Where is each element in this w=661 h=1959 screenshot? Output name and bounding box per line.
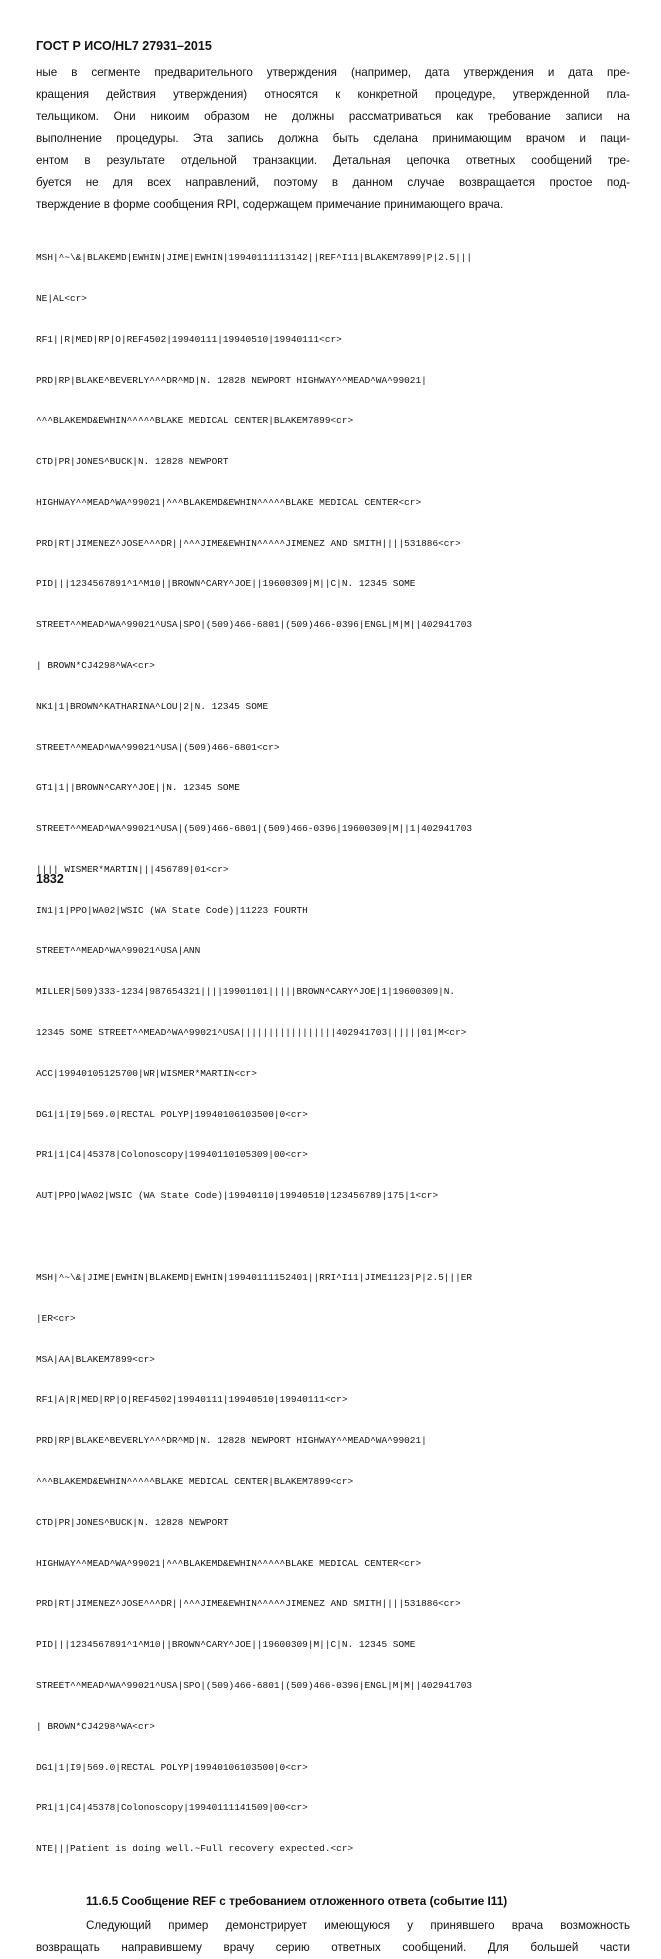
paragraph-line: тельщиком. Они никоим образом не должны рассматриваться как требование записи на (36, 110, 630, 123)
code-line: RF1||R|MED|RP|O|REF4502|19940111|19940510|19940111<cr> (36, 333, 342, 345)
code-line: PID|||1234567891^1^M10||BROWN^CARY^JOE||19600309|M||C|N. 12345 SOME (36, 1639, 416, 1651)
code-line: HIGHWAY^^MEAD^WA^99021|^^^BLAKEMD&EWHIN^^^^^BLAKE MEDICAL CENTER<cr> (36, 496, 422, 508)
code-line: STREET^^MEAD^WA^99021^USA|(509)466-6801<cr> (36, 741, 280, 753)
code-line: |ER<cr> (36, 1312, 76, 1324)
code-line: PRD|RP|BLAKE^BEVERLY^^^DR^MD|N. 12828 NEWPORT HIGHWAY^^MEAD^WA^99021| (36, 1435, 427, 1447)
code-line: PRD|RT|JIMENEZ^JOSE^^^DR||^^^JIME&EWHIN^^^^^JIMENEZ AND SMITH||||531886<cr> (36, 537, 461, 549)
code-line: |||| WISMER*MARTIN|||456789|01<cr> (36, 863, 229, 875)
code-line: DG1|1|I9|569.0|RECTAL POLYP|19940106103500|0<cr> (36, 1108, 308, 1120)
paragraph-line: ные в сегменте предварительного утверждения (например, дата утверждения и дата пре- (36, 66, 630, 79)
code-line: RF1|A|R|MED|RP|O|REF4502|19940111|19940510|19940111<cr> (36, 1394, 348, 1406)
code-line: PR1|1|C4|45378|Colonoscopy|19940110105309|00<cr> (36, 1149, 308, 1161)
code-line: GT1|1||BROWN^CARY^JOE||N. 12345 SOME (36, 782, 240, 794)
code-line: PRD|RP|BLAKE^BEVERLY^^^DR^MD|N. 12828 NEWPORT HIGHWAY^^MEAD^WA^99021| (36, 374, 427, 386)
code-line: MSA|AA|BLAKEM7899<cr> (36, 1353, 155, 1365)
code-line: STREET^^MEAD^WA^99021^USA|SPO|(509)466-6801|(509)466-0396|ENGL|M|M||402941703 (36, 1679, 473, 1691)
code-line: STREET^^MEAD^WA^99021^USA|SPO|(509)466-6801|(509)466-0396|ENGL|M|M||402941703 (36, 619, 473, 631)
page-number: 1832 (36, 872, 64, 886)
code-line: PID|||1234567891^1^M10||BROWN^CARY^JOE||19600309|M||C|N. 12345 SOME (36, 578, 416, 590)
code-line: MSH|^~\&|JIME|EWHIN|BLAKEMD|EWHIN|19940111152401||RRI^I11|JIME1123|P|2.5|||ER (36, 1272, 473, 1284)
code-line: ^^^BLAKEMD&EWHIN^^^^^BLAKE MEDICAL CENTER|BLAKEM7899<cr> (36, 415, 354, 427)
code-line: STREET^^MEAD^WA^99021^USA|ANN (36, 945, 201, 957)
document-page (36, 38, 630, 1959)
code-line: CTD|PR|JONES^BUCK|N. 12828 NEWPORT (36, 1516, 229, 1528)
code-line: DG1|1|I9|569.0|RECTAL POLYP|19940106103500|0<cr> (36, 1761, 308, 1773)
code-line: | BROWN*CJ4298^WA<cr> (36, 1720, 155, 1732)
paragraph-line: Следующий пример демонстрирует имеющуюся у принявшего врача возможность (86, 1918, 630, 1932)
section-paragraph (36, 1915, 630, 1959)
paragraph-line: кращения действия утверждения) относятся к конкретной процедуре, утвержденной пла- (36, 88, 630, 101)
code-line: | BROWN*CJ4298^WA<cr> (36, 660, 155, 671)
paragraph-line: возвращать направившему врачу серию ответных сообщений. Для большей части (36, 1940, 630, 1954)
code-line: MSH|^~\&|BLAKEMD|EWHIN|JIME|EWHIN|19940111113142||REF^I11|BLAKEM7899|P|2.5||| (36, 252, 473, 264)
code-line: NE|AL<cr> (36, 292, 87, 304)
code-line: NK1|1|BROWN^KATHARINA^LOU|2|N. 12345 SOME (36, 700, 269, 712)
paragraph-line: тверждение в форме сообщения RPI, содержащем примечание принимающего врача. (36, 198, 504, 211)
code-line: HIGHWAY^^MEAD^WA^99021|^^^BLAKEMD&EWHIN^^^^^BLAKE MEDICAL CENTER<cr> (36, 1557, 422, 1569)
code-line: ^^^BLAKEMD&EWHIN^^^^^BLAKE MEDICAL CENTER|BLAKEM7899<cr> (36, 1476, 354, 1488)
code-line: CTD|PR|JONES^BUCK|N. 12828 NEWPORT (36, 456, 229, 468)
section-heading: 11.6.5 Сообщение REF с требованием отложенного ответа (событие I11) (86, 1893, 508, 1908)
ref-message-code-block (36, 224, 630, 1230)
paragraph-line: выполнение процедуры. Эта запись должна быть сделана принимающим врачом и паци- (36, 132, 630, 145)
code-line: NTE|||Patient is doing well.~Full recovery expected.<cr> (36, 1843, 354, 1855)
paragraph-line: буется не для всех направлений, поэтому в данном случае возвращается простое под- (36, 176, 630, 189)
code-line: PR1|1|C4|45378|Colonoscopy|19940111141509|00<cr> (36, 1802, 308, 1814)
code-line: MILLER|509)333-1234|987654321||||19901101|||||BROWN^CARY^JOE|1|19600309|N. (36, 986, 456, 998)
code-line: 12345 SOME STREET^^MEAD^WA^99021^USA|||||||||||||||||402941703||||||01|M<cr> (36, 1027, 467, 1039)
code-line: STREET^^MEAD^WA^99021^USA|(509)466-6801|(509)466-0396|19600309|M||1|402941703 (36, 823, 473, 835)
code-line: IN1|1|PPO|WA02|WSIC (WA State Code)|11223 FOURTH (36, 904, 308, 916)
rri-message-code-block (36, 1244, 630, 1883)
code-line: AUT|PPO|WA02|WSIC (WA State Code)|19940110|19940510|123456789|175|1<cr> (36, 1190, 439, 1202)
code-line: PRD|RT|JIMENEZ^JOSE^^^DR||^^^JIME&EWHIN^^^^^JIMENEZ AND SMITH||||531886<cr> (36, 1598, 461, 1610)
document-header: ГОСТ Р ИСО/HL7 27931–2015 (36, 39, 212, 53)
intro-paragraph (36, 62, 630, 216)
code-line: ACC|19940105125700|WR|WISMER*MARTIN<cr> (36, 1067, 257, 1079)
paragraph-line: ентом в результате отдельной транзакции. Детальная цепочка ответных сообщений тре- (36, 154, 630, 167)
